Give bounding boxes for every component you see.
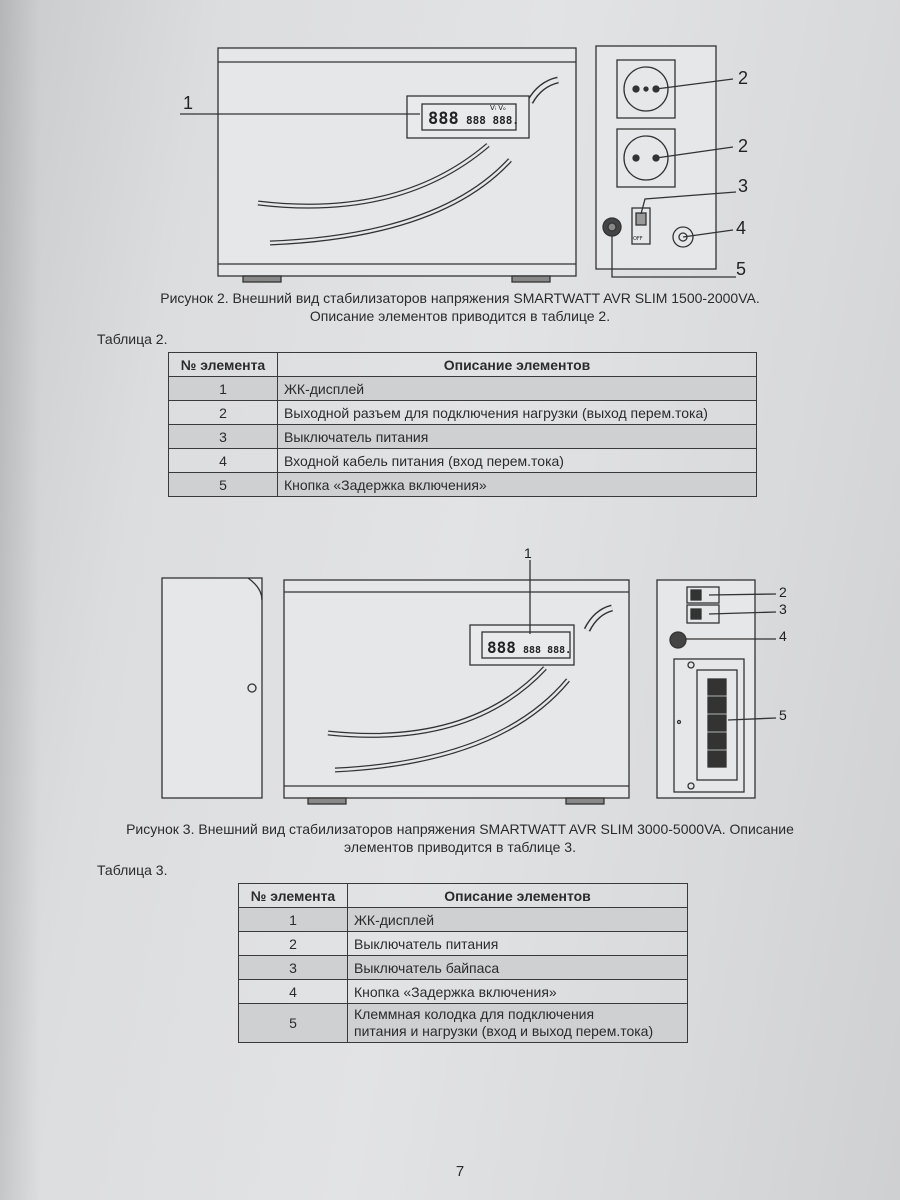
callout-4: 4 [736, 218, 747, 238]
figure-2-caption [60, 289, 860, 325]
table-row [239, 980, 688, 1004]
header-desc: Описание элементов [348, 884, 688, 908]
row-desc [348, 1004, 688, 1043]
page-number: 7 [455, 1163, 465, 1180]
figure-3-caption [60, 820, 860, 856]
row-num: 3 [169, 425, 278, 449]
header-desc: Описание элементов [278, 353, 757, 377]
table-3-label: Таблица 3. [97, 862, 168, 878]
table-row [169, 401, 757, 425]
row-num: 1 [169, 377, 278, 401]
row-desc: ЖК-дисплей [278, 377, 757, 401]
figure-3-labels [0, 545, 900, 810]
row-num: 2 [239, 932, 348, 956]
table-2-label: Таблица 2. [97, 331, 168, 347]
row-num: 2 [169, 401, 278, 425]
row-desc: Входной кабель питания (вход перем.тока) [278, 449, 757, 473]
callout-2b: 2 [738, 136, 749, 156]
figure-3-caption-line1: Рисунок 3. Внешний вид стабилизаторов напряжения SMARTWATT AVR SLIM 3000-5000VA. Описание [126, 821, 794, 837]
row-desc: Кнопка «Задержка включения» [348, 980, 688, 1004]
row-num: 1 [239, 908, 348, 932]
callout-5: 5 [779, 707, 787, 723]
table-3 [238, 883, 688, 1043]
lcd-digits-main: 888 [428, 109, 459, 129]
row-desc-line2: питания и нагрузки (вход и выход перем.тока) [354, 1023, 654, 1039]
callout-4: 4 [779, 628, 787, 644]
table-row [239, 932, 688, 956]
table-row [169, 425, 757, 449]
row-num: 5 [239, 1004, 348, 1043]
figure-2-caption-line2: Описание элементов приводится в таблице 2. [309, 308, 611, 324]
table-row [169, 449, 757, 473]
row-num: 4 [239, 980, 348, 1004]
callout-1: 1 [183, 93, 194, 113]
row-desc: Выключатель питания [278, 425, 757, 449]
row-desc-line1: Клеммная колодка для подключения [354, 1006, 595, 1022]
row-desc: Кнопка «Задержка включения» [278, 473, 757, 497]
row-desc: Выходной разъем для подключения нагрузки (выход перем.тока) [278, 401, 757, 425]
header-num: № элемента [169, 353, 278, 377]
table-row [239, 1004, 688, 1043]
row-desc: Выключатель байпаса [348, 956, 688, 980]
callout-5: 5 [736, 259, 747, 279]
row-desc: Выключатель питания [348, 932, 688, 956]
table-row [239, 956, 688, 980]
row-num: 5 [169, 473, 278, 497]
callout-3: 3 [779, 601, 787, 617]
figure-2-caption-line1: Рисунок 2. Внешний вид стабилизаторов напряжения SMARTWATT AVR SLIM 1500-2000VA. [160, 290, 760, 306]
lcd-digits-small: 888 888. [466, 114, 519, 127]
row-desc: ЖК-дисплей [348, 908, 688, 932]
callout-3: 3 [738, 176, 749, 196]
lcd-flags: Vᵢ Vₒ [490, 104, 506, 112]
callout-1: 1 [524, 545, 532, 561]
table-row [169, 377, 757, 401]
row-num: 4 [169, 449, 278, 473]
table-row [169, 473, 757, 497]
table-row [239, 908, 688, 932]
lcd-digits-small: 888 888. [523, 645, 572, 656]
row-num: 3 [239, 956, 348, 980]
figure-2-labels [0, 40, 900, 290]
table-header [169, 353, 757, 377]
callout-2: 2 [779, 584, 787, 600]
table-2 [168, 352, 757, 497]
table-header [239, 884, 688, 908]
switch-off-label: OFF [633, 236, 643, 242]
callout-2a: 2 [738, 68, 749, 88]
figure-3-caption-line2: элементов приводится в таблице 3. [344, 839, 576, 855]
lcd-digits-main: 888 [487, 638, 516, 657]
header-num: № элемента [239, 884, 348, 908]
